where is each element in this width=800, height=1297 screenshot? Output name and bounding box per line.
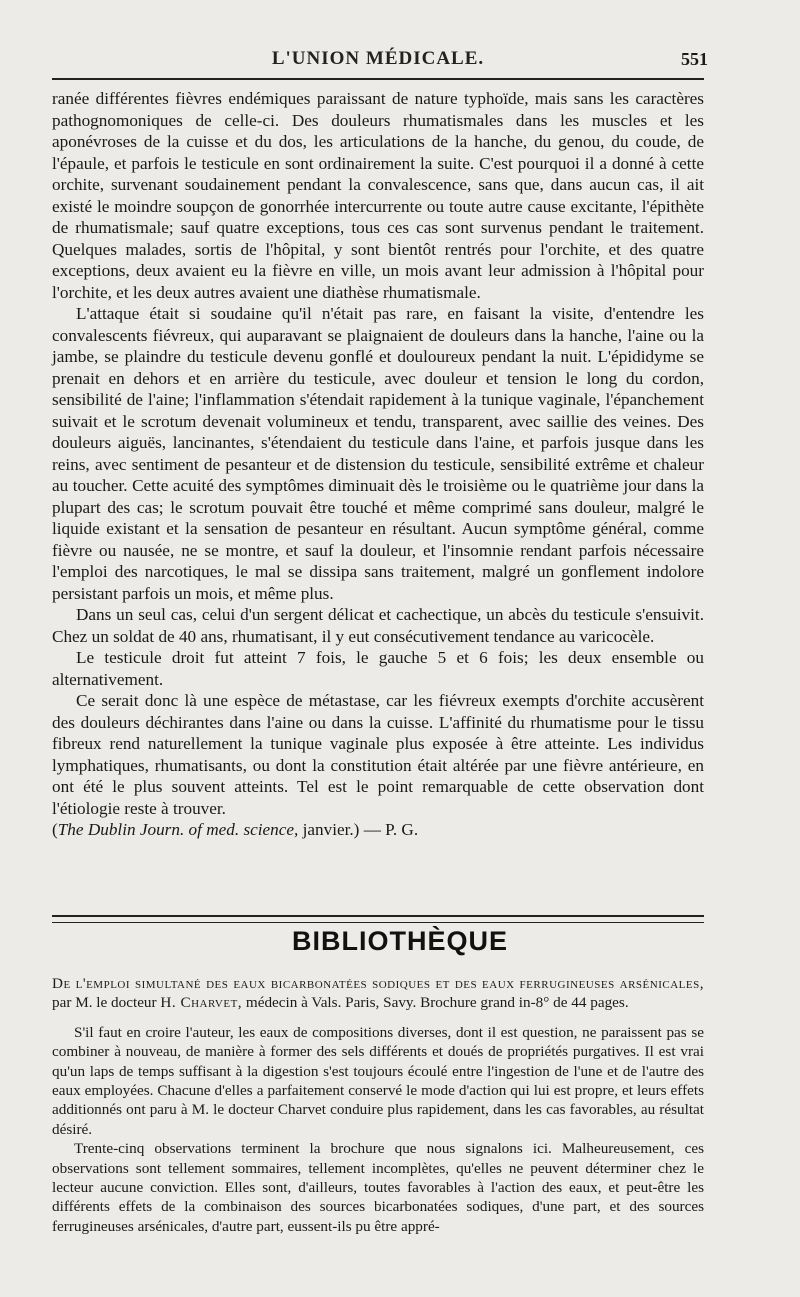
article-paragraph-5: Ce serait donc là une espèce de métastase, car les fiévreux exempts d'orchite accusèrent des douleurs déchirantes dans l'aine ou dans la cuisse. L'affinité du rhumatisme pour le tissu fibreux rend naturellement la tunique vaginale plus exposée à être atteinte. Les individus lymphatiques, rhumatisants, ou dont la constitution était altérée par une fièvre antérieure, en ont été le plus souvent atteints. Tel est le point remarquable de cette observation dont l'étiologie reste à trouver. — [52, 691, 704, 818]
article-paragraph-3: Dans un seul cas, celui d'un sergent délicat et cachectique, un abcès du testicule s'ensuivit. Chez un soldat de 40 ans, rhumatisant, il y eut consécutivement tendance au varicocèle. — [52, 605, 704, 646]
article-citation — [52, 819, 704, 841]
article-paragraph-4: Le testicule droit fut atteint 7 fois, le gauche 5 et 6 fois; les deux ensemble ou alternativement. — [52, 648, 704, 689]
article-body — [52, 88, 704, 841]
citation-rest: janvier.) — P. G. — [298, 820, 419, 839]
citation-journal: The Dublin Journ. of med. science, — [57, 820, 299, 839]
book-publication: médecin à Vals. Paris, Savy. Brochure grand in-8° de 44 pages. — [242, 994, 629, 1012]
book-author-prefix: par M. le docteur — [52, 994, 161, 1012]
book-title: De l'emploi simultané des eaux bicarbonatées sodiques et des eaux ferrugineuses arsénicales, — [52, 975, 704, 992]
book-reference — [52, 974, 704, 1013]
article-paragraph-2: L'attaque était si soudaine qu'il n'était pas rare, en faisant la visite, d'entendre les convalescents fiévreux, qui auparavant se plaignaient de douleurs dans la hanche, l'aine ou la jambe, se plaindre du testicule devenu gonflé et douloureux pendant la nuit. L'épididyme se prenait en dehors et en arrière du testicule, avec douleur et tension le long du cordon, sensibilité de l'aine; l'inflammation s'étendait rapidement à la tunique vaginale, l'épanchement suivait et le scrotum devenait volumineux et tendu, transparent, avec saillie des veines. Des douleurs aiguës, lancinantes, s'étendaient du testicule dans l'aine, et parfois jusque dans les reins, avec sentiment de pesanteur et de distension du testicule, sensibilité extrême et chaleur au toucher. Cette acuité des symptômes diminuait dès le troisième ou le quatrième jour dans la plupart des cas; le scrotum pouvait être touché et même comprimé sans douleur, malgré le liquide existant et la sensation de pesanteur en résultant. Aucun symptôme général, comme fièvre ou nausée, ne se montre, et sauf la douleur, et l'insomnie rendant parfois nécessaire l'emploi des narcotiques, le mal se dissipa sans traitement, malgré un gonflement indolore persistant parfois un mois, et même plus. — [52, 304, 704, 603]
citation-open: ( — [52, 820, 58, 839]
section-divider — [52, 915, 704, 923]
article-paragraph-1: ranée différentes fièvres endémiques paraissant de nature typhoïde, mais sans les caractères pathognomoniques de celle-ci. Des douleurs rhumatismales dans les muscles et les aponévroses de la cuisse et du dos, les articulations de la hanche, du genou, du coude, de l'épaule, et parfois le testicule en sont ordinairement la suite. C'est pourquoi il a donné à cette orchite, survenant soudainement pendant la convalescence, sans que, dans aucun cas, il ait existé le moindre soupçon de gonorrhée intercurrente ou toute autre cause excitante, l'épithète de rhumatismale; sauf quatre exceptions, tous ces cas sont survenus pendant le traitement. Quelques malades, sortis de l'hôpital, y sont bientôt rentrés pour l'orchite, et des quatre exceptions, deux avaient eu la fièvre en ville, un mois avant leur admission à l'hôpital pour l'orchite, et les deux autres avaient une diathèse rhumatismale. — [52, 89, 704, 302]
review-paragraph-2: Trente-cinq observations terminent la brochure que nous signalons ici. Malheureusement, ces observations sont tellement sommaires, tellement incomplètes, qu'elles ne peuvent déterminer chez le lecteur aucune conviction. Elles sont, d'ailleurs, toutes favorables à l'action des eaux, et peut-être les différents effets de la combinaison des sources bicarbonatées sodiques, d'une part, et des sources ferrugineuses arsénicales, d'autre part, eussent-ils pu être appré- — [52, 1140, 704, 1235]
book-author: H. Charvet, — [160, 994, 243, 1012]
page-header — [52, 44, 708, 74]
section-title: BIBLIOTHÈQUE — [291, 926, 508, 956]
running-title: L'UNION MÉDICALE. — [271, 48, 485, 69]
bibliotheque-section — [52, 974, 704, 1236]
header-rule — [52, 78, 704, 80]
review-paragraph-1: S'il faut en croire l'auteur, les eaux de compositions diverses, dont il est question, ne paraissent pas se combiner à nouveau, de manière à former des sels différents et doués de propriétés purgatives. Il est vrai qu'un laps de temps suffisant à la digestion s'est toujours écoulé entre l'ingestion de l'une et de l'autre des eaux employées. Chacune d'elles a parfaitement conservé le mode d'action qui lui est propre, et leurs effets additionnés ont paru à M. le docteur Charvet conduire plus rapidement, dans les cas favorables, au résultat désiré. — [52, 1023, 704, 1138]
page-number: 551 — [681, 49, 708, 69]
